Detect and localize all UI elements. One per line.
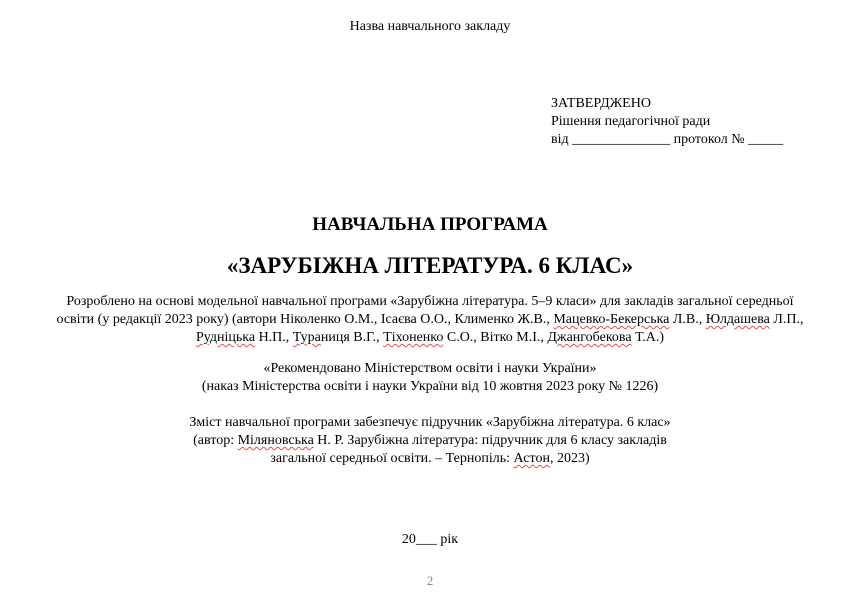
institution-name: Назва навчального закладу <box>349 19 511 34</box>
spellcheck-word: Рудніцька <box>195 330 256 345</box>
developed-paragraph <box>30 293 830 347</box>
approval-block <box>551 95 841 149</box>
approval-decision: Рішення педагогічної ради <box>551 114 711 129</box>
document-title: НАВЧАЛЬНА ПРОГРАМА <box>312 214 548 235</box>
content-paragraph <box>30 414 830 468</box>
year-line: 20___ рік <box>401 532 459 547</box>
content-line-3: загальної середньої освіти. – Тернопіль: Астон, 2023) <box>270 451 590 466</box>
spellcheck-word: Мацевко-Бекерська <box>553 312 670 327</box>
spellcheck-word: Юлдашева <box>705 312 770 327</box>
spellcheck-word: Міляновська <box>237 433 314 448</box>
spellcheck-word: Астон <box>513 451 550 466</box>
page-number: 2 <box>426 573 434 588</box>
recommended-line-1: «Рекомендовано Міністерством освіти і науки України» <box>263 361 597 376</box>
recommended-line-2: (наказ Міністерства освіти і науки України від 10 жовтня 2023 року № 1226) <box>201 379 659 394</box>
approval-heading: ЗАТВЕРДЖЕНО <box>551 96 651 111</box>
recommended-paragraph <box>30 360 830 396</box>
developed-line-1: Розроблено на основі модельної навчальної програми «Зарубіжна література. 5–9 класи» для закладів загальної середньої <box>66 294 794 309</box>
spellcheck-word: Тіхоненко <box>383 330 444 345</box>
content-line-2: (автор: Міляновська Н. Р. Зарубіжна література: підручник для 6 класу закладів <box>193 433 667 448</box>
spellcheck-word: Джангобекова <box>547 330 632 345</box>
approval-protocol-line: від ______________ протокол № _____ <box>551 132 784 147</box>
content-line-1: Зміст навчальної програми забезпечує підручник «Зарубіжна література. 6 клас» <box>189 415 671 430</box>
developed-line-3: Рудніцька Н.П., Тураниця В.Г., Тіхоненко С.О., Вітко М.І., Джангобекова Т.А.) <box>195 330 665 345</box>
developed-line-2: освіти (у редакції 2023 року) (автори Ніколенко О.М., Ісаєва О.О., Клименко Ж.В., Мацевко-Бекерська Л.В., Юлдашева Л.П., <box>56 312 804 327</box>
spellcheck-word: Тура <box>292 330 321 345</box>
document-subtitle: «ЗАРУБІЖНА ЛІТЕРАТУРА. 6 КЛАС» <box>226 253 634 278</box>
